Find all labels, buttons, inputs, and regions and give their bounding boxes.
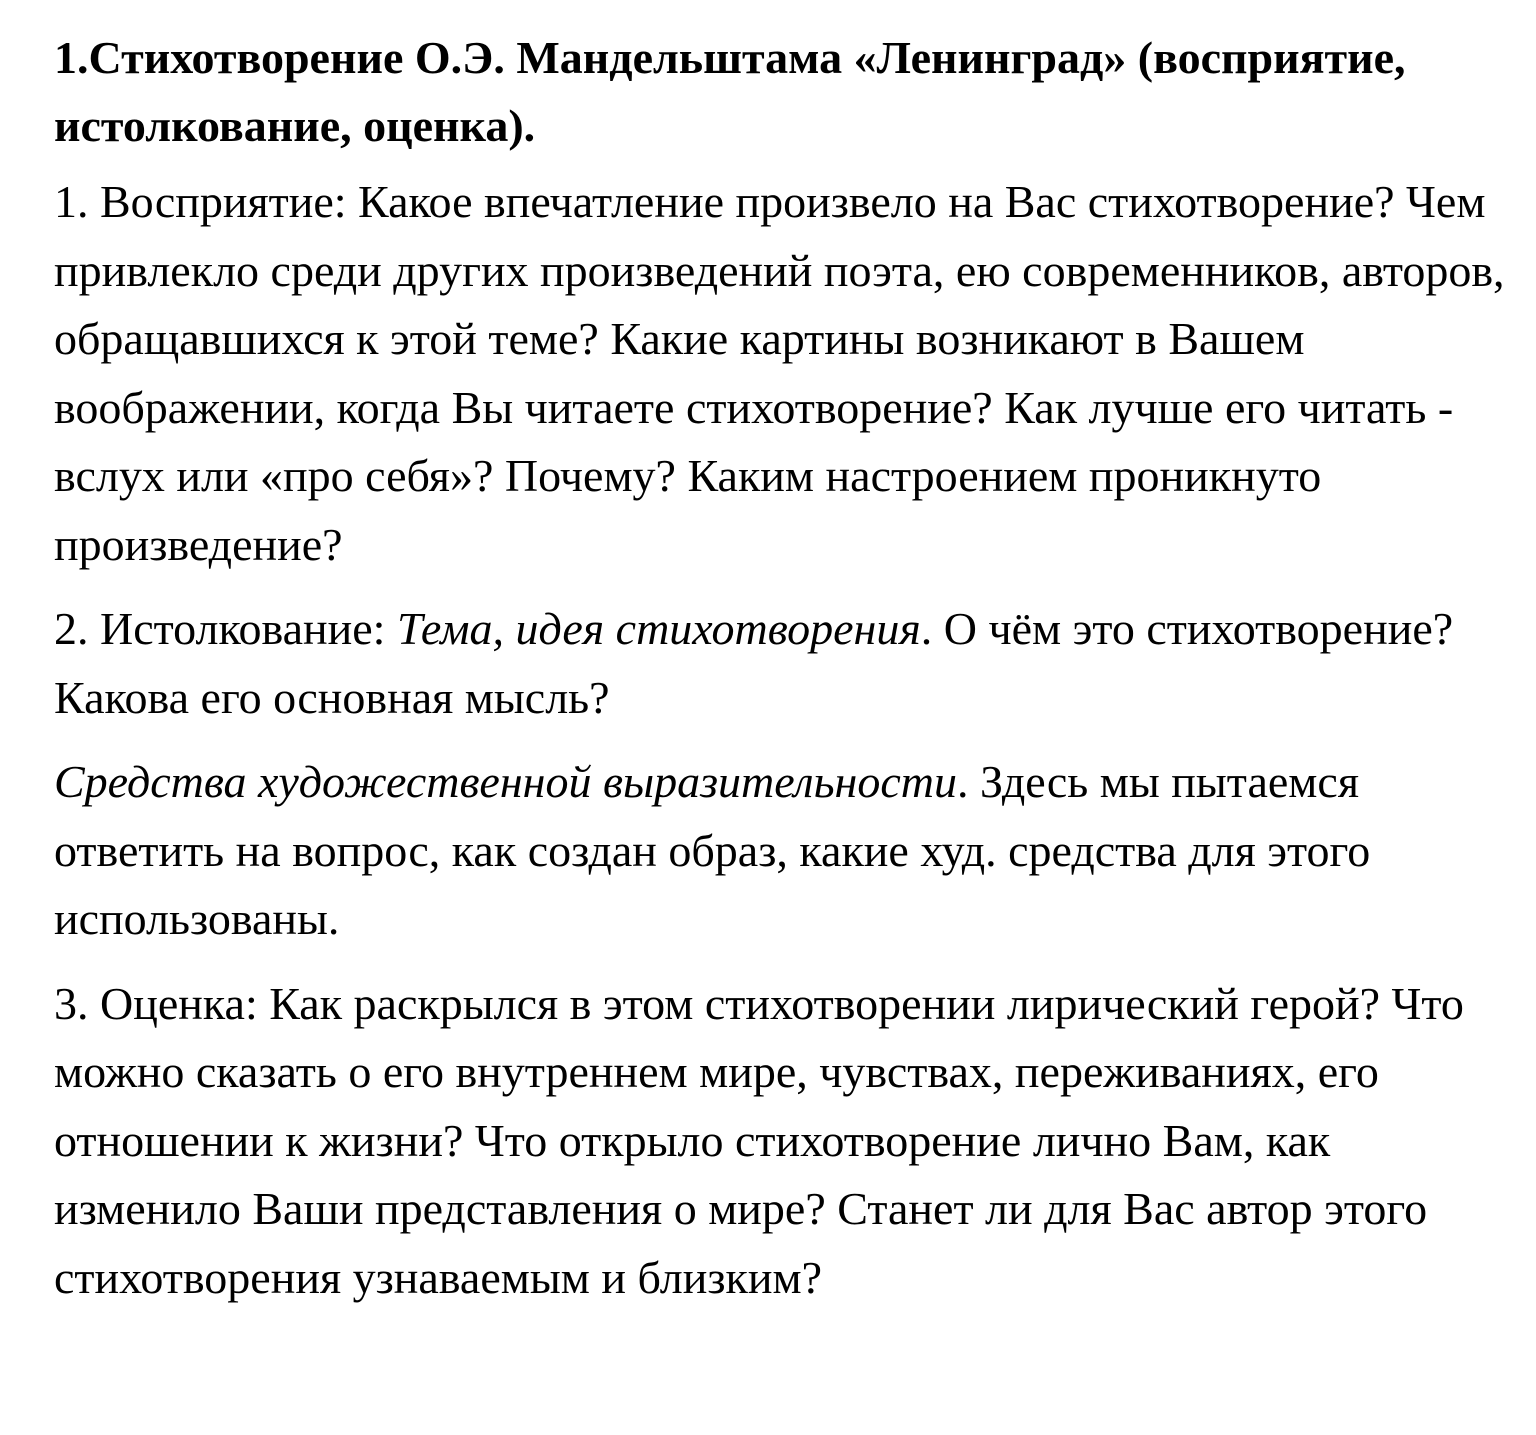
section-means bbox=[54, 748, 1516, 954]
section-interpretation-prefix: 2. Истолкование: bbox=[54, 603, 397, 654]
section-means-italic: Средства художественной выразительности bbox=[54, 756, 957, 807]
section-means-suffix: . Здесь мы пытаемся ответить на вопрос, как создан образ, какие худ. средства для этого использованы. bbox=[54, 756, 1371, 944]
section-interpretation-suffix: . О чём это стихотворение? Какова его основная мысль? bbox=[54, 603, 1454, 723]
section-evaluation: 3. Оценка: Как раскрылся в этом стихотворении лирический герой? Что можно сказать о его внутреннем мире, чувствах, переживаниях, его отношении к жизни? Что открыло стихотворение лично Вам, как изменило Ваши представления о мире? Станет ли для Вас автор этого стихотворения узнаваемым и близким? bbox=[54, 977, 1464, 1303]
section-perception: 1. Восприятие: Какое впечатление произвело на Вас стихотворение? Чем привлекло среди других произведений поэта, ею современников, авторов, обращавшихся к этой теме? Какие картины возникают в Вашем воображении, когда Вы читаете стихотворение? Как лучше его читать - вслух или «про себя»? Почему? Каким настроением проникнуто произведение? bbox=[54, 176, 1505, 570]
section-interpretation bbox=[54, 595, 1516, 732]
section-interpretation-italic: Тема, идея стихотворения bbox=[396, 603, 921, 654]
document-title: 1.Стихотворение О.Э. Мандельштама «Ленинград» (восприятие, истолкование, оценка). bbox=[54, 32, 1406, 151]
